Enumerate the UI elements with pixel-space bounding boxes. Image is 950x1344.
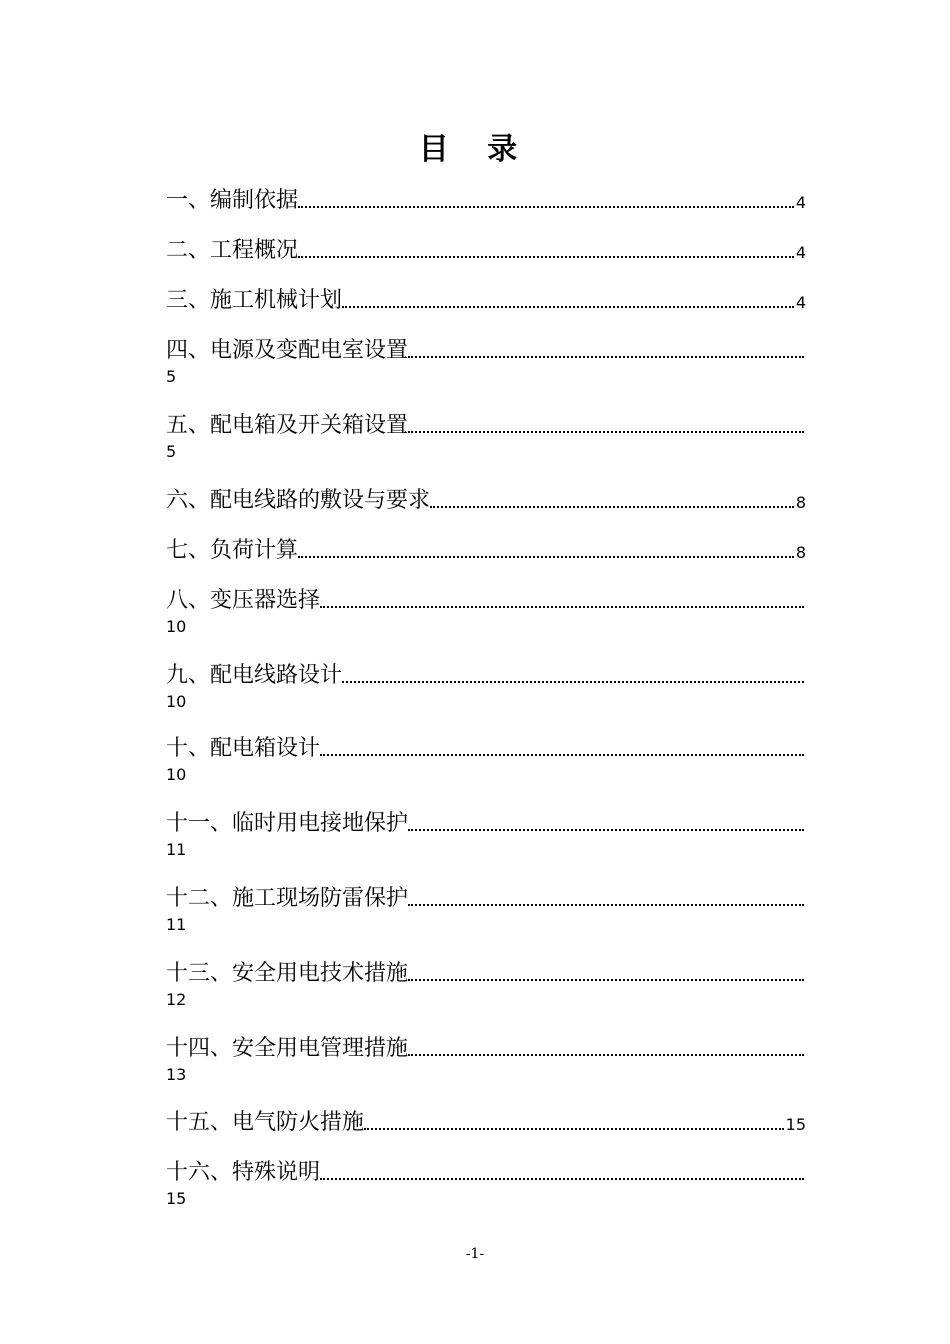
toc-entry-page-line [166,691,806,713]
dot-leader [408,979,804,981]
toc-entry-line [166,1028,806,1064]
toc-entry-page-number: 10 [166,765,187,784]
toc-entry-line [166,230,806,266]
toc-entry-line [166,180,806,216]
toc-entry[interactable] [166,728,806,786]
toc-entry-line [166,480,806,516]
toc-entry-label: 十、配电箱设计 [166,736,321,761]
toc-entry-line [166,878,806,914]
toc-entry[interactable] [166,180,806,216]
toc-entry[interactable] [166,953,806,1011]
toc-entry-line [166,530,806,566]
toc-entry[interactable] [166,803,806,861]
toc-entry-label: 二、工程概况 [166,238,299,263]
toc-entry[interactable] [166,655,806,713]
toc-entry-label: 一、编制依据 [166,188,299,213]
toc-entry-page-number: 8 [795,543,806,562]
dot-leader [408,431,804,433]
toc-entry-line [166,803,806,839]
dot-leader [320,606,804,608]
toc-entry-label: 十六、特殊说明 [166,1160,321,1185]
toc-title: 目 录 [418,132,532,167]
dot-leader [342,306,794,308]
toc-entry-page-number: 4 [795,193,806,212]
toc-entry-page-number: 4 [795,243,806,262]
toc-entry-page-line [166,764,806,786]
toc-entry[interactable] [166,405,806,463]
toc-entry[interactable] [166,878,806,936]
toc-entry-label: 六、配电线路的敷设与要求 [166,488,431,513]
toc-entry-line [166,330,806,366]
dot-leader [298,556,794,558]
toc-entry-page-number: 13 [166,1065,187,1084]
toc-entry-line [166,405,806,441]
toc-entry[interactable] [166,330,806,388]
toc-entry-page-line [166,989,806,1011]
toc-entry-label: 十一、临时用电接地保护 [166,811,409,836]
toc-entry-label: 四、电源及变配电室设置 [166,338,409,363]
toc-entry-page-number: 11 [166,915,187,934]
toc-entry-page-number: 5 [166,442,177,461]
toc-entry[interactable] [166,1152,806,1210]
toc-entry-line [166,1102,806,1138]
dot-leader [408,829,804,831]
toc-entry[interactable] [166,1028,806,1086]
toc-entry[interactable] [166,480,806,516]
toc-entry-page-line [166,914,806,936]
toc-entry-page-number: 15 [785,1115,806,1134]
toc-entry[interactable] [166,1102,806,1138]
toc-entry-label: 十三、安全用电技术措施 [166,961,409,986]
toc-entry-page-number: 15 [166,1189,187,1208]
dot-leader [320,754,804,756]
toc-entry-line [166,728,806,764]
dot-leader [298,206,794,208]
toc-entry[interactable] [166,280,806,316]
toc-entry-page-line [166,366,806,388]
toc-entry-page-number: 10 [166,617,187,636]
toc-entry-label: 十五、电气防火措施 [166,1110,365,1135]
toc-entry[interactable] [166,580,806,638]
toc-entry-label: 五、配电箱及开关箱设置 [166,413,409,438]
toc-entry-page-number: 11 [166,840,187,859]
toc-entry-line [166,280,806,316]
toc-entry-label: 八、变压器选择 [166,588,321,613]
dot-leader [364,1128,784,1130]
toc-entry-line [166,655,806,691]
page-number-footer: -1- [465,1246,485,1262]
toc-entry-page-line [166,616,806,638]
toc-entry-line [166,1152,806,1188]
toc-entry-label: 三、施工机械计划 [166,288,343,313]
dot-leader [430,506,794,508]
toc-entry-page-number: 10 [166,692,187,711]
toc-entry-line [166,580,806,616]
toc-entry-page-line [166,441,806,463]
toc-entry-page-number: 5 [166,367,177,386]
toc-entry[interactable] [166,530,806,566]
toc-entry-page-line [166,1064,806,1086]
dot-leader [408,356,804,358]
dot-leader [298,256,794,258]
toc-entry-page-line [166,1188,806,1210]
toc-entry-label: 七、负荷计算 [166,538,299,563]
dot-leader [408,1054,804,1056]
toc-entry-page-line [166,839,806,861]
dot-leader [408,904,804,906]
toc-entry-line [166,953,806,989]
dot-leader [342,681,804,683]
dot-leader [320,1178,804,1180]
toc-entry[interactable] [166,230,806,266]
toc-entry-page-number: 8 [795,493,806,512]
toc-entry-page-number: 12 [166,990,187,1009]
toc-entry-page-number: 4 [795,293,806,312]
toc-entry-label: 十四、安全用电管理措施 [166,1036,409,1061]
toc-entry-label: 九、配电线路设计 [166,663,343,688]
toc-entry-label: 十二、施工现场防雷保护 [166,886,409,911]
